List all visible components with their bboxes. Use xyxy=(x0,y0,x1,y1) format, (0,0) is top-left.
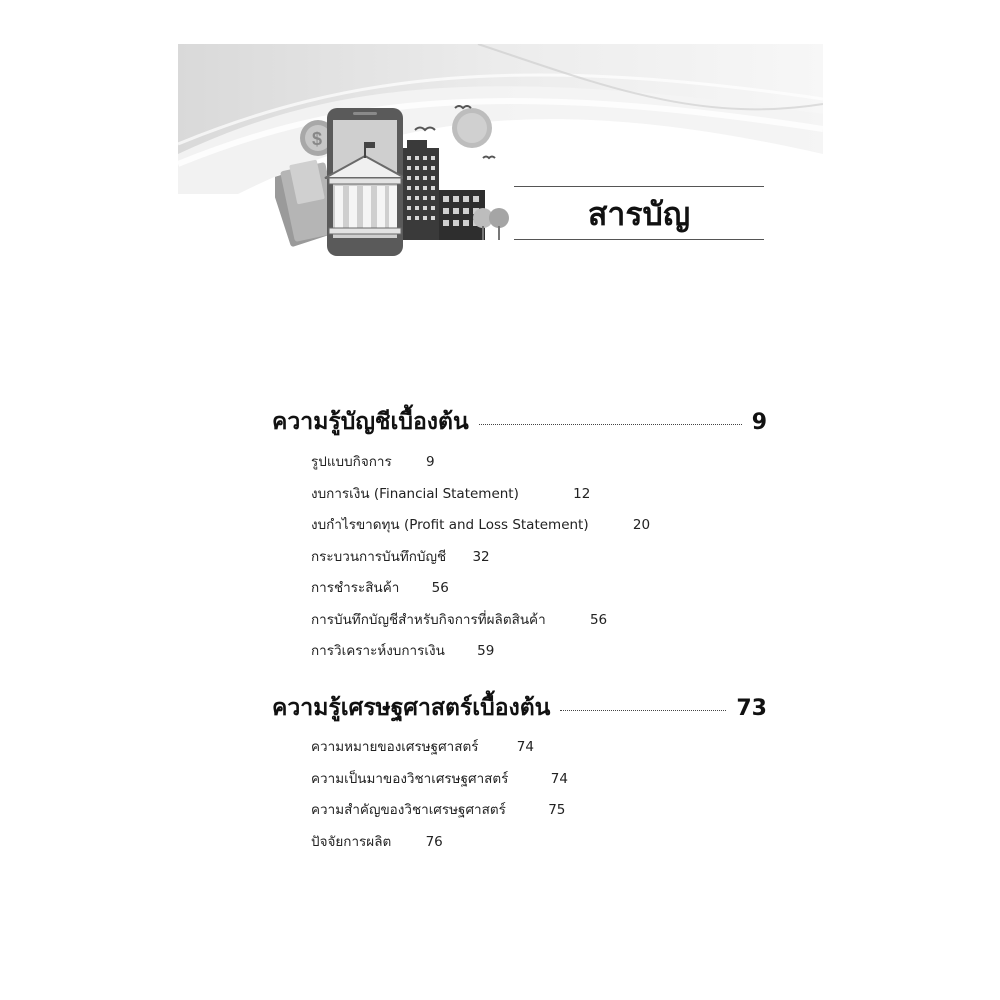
toc-entry[interactable] xyxy=(311,732,568,764)
svg-text:$: $ xyxy=(312,129,323,149)
page-title: สารบัญ xyxy=(587,195,691,233)
toc-entry-list xyxy=(311,447,650,668)
entry-label: ความสำคัญของวิชาเศรษฐศาสตร์ xyxy=(311,802,506,818)
toc-entry[interactable] xyxy=(311,542,650,574)
section-title: ความรู้บัญชีเบื้องต้น xyxy=(272,409,469,435)
toc-entry[interactable] xyxy=(311,447,650,479)
toc-entry[interactable] xyxy=(311,795,568,827)
sun-icon xyxy=(452,108,492,148)
entry-page-number: 9 xyxy=(426,454,435,470)
section-title: ความรู้เศรษฐศาสตร์เบื้องต้น xyxy=(272,695,551,721)
leader-dots xyxy=(479,424,742,425)
section-page-number: 9 xyxy=(751,410,767,435)
entry-label: การชำระสินค้า xyxy=(311,580,400,596)
entry-page-number: 56 xyxy=(589,611,608,628)
entry-label: รูปแบบกิจการ xyxy=(311,454,392,470)
entry-label: ปัจจัยการผลิต xyxy=(311,833,392,850)
entry-label: การบันทึกบัญชีสำหรับกิจการที่ผลิตสินค้า xyxy=(311,611,546,628)
entry-label: งบการเงิน (Financial Statement) xyxy=(311,485,519,502)
entry-label: กระบวนการบันทึกบัญชี xyxy=(311,548,447,565)
toc-entry[interactable] xyxy=(311,605,650,637)
toc-entry[interactable] xyxy=(311,827,568,859)
entry-page-number: 20 xyxy=(632,517,651,533)
toc-entry[interactable] xyxy=(311,636,650,668)
entry-page-number: 74 xyxy=(516,739,534,755)
entry-label: การวิเคราะห์งบการเงิน xyxy=(311,643,445,659)
leader-dots xyxy=(560,710,726,711)
toc-entry[interactable] xyxy=(311,764,568,796)
toc-entry[interactable] xyxy=(311,479,650,511)
entry-page-number: 32 xyxy=(472,548,490,565)
toc-entry[interactable] xyxy=(311,510,650,542)
finance-illustration xyxy=(275,100,520,260)
entry-page-number: 56 xyxy=(431,580,449,596)
entry-page-number: 74 xyxy=(550,770,568,787)
entry-label: งบกำไรขาดทุน (Profit and Loss Statement) xyxy=(311,517,589,533)
toc-section-heading[interactable] xyxy=(272,690,767,730)
title-rule-bottom xyxy=(514,239,764,240)
entry-page-number: 59 xyxy=(477,643,495,659)
toc-entry-list xyxy=(311,732,568,858)
section-page-number: 73 xyxy=(736,696,767,721)
entry-label: ความหมายของเศรษฐศาสตร์ xyxy=(311,739,479,755)
toc-entry[interactable] xyxy=(311,573,650,605)
entry-page-number: 76 xyxy=(425,833,443,850)
entry-label: ความเป็นมาของวิชาเศรษฐศาสตร์ xyxy=(311,770,509,787)
entry-page-number: 12 xyxy=(573,485,591,502)
toc-section-heading[interactable] xyxy=(272,404,767,444)
title-rule-top xyxy=(514,186,764,187)
entry-page-number: 75 xyxy=(548,802,566,818)
phone-icon xyxy=(325,108,405,256)
building-icon xyxy=(403,140,439,240)
